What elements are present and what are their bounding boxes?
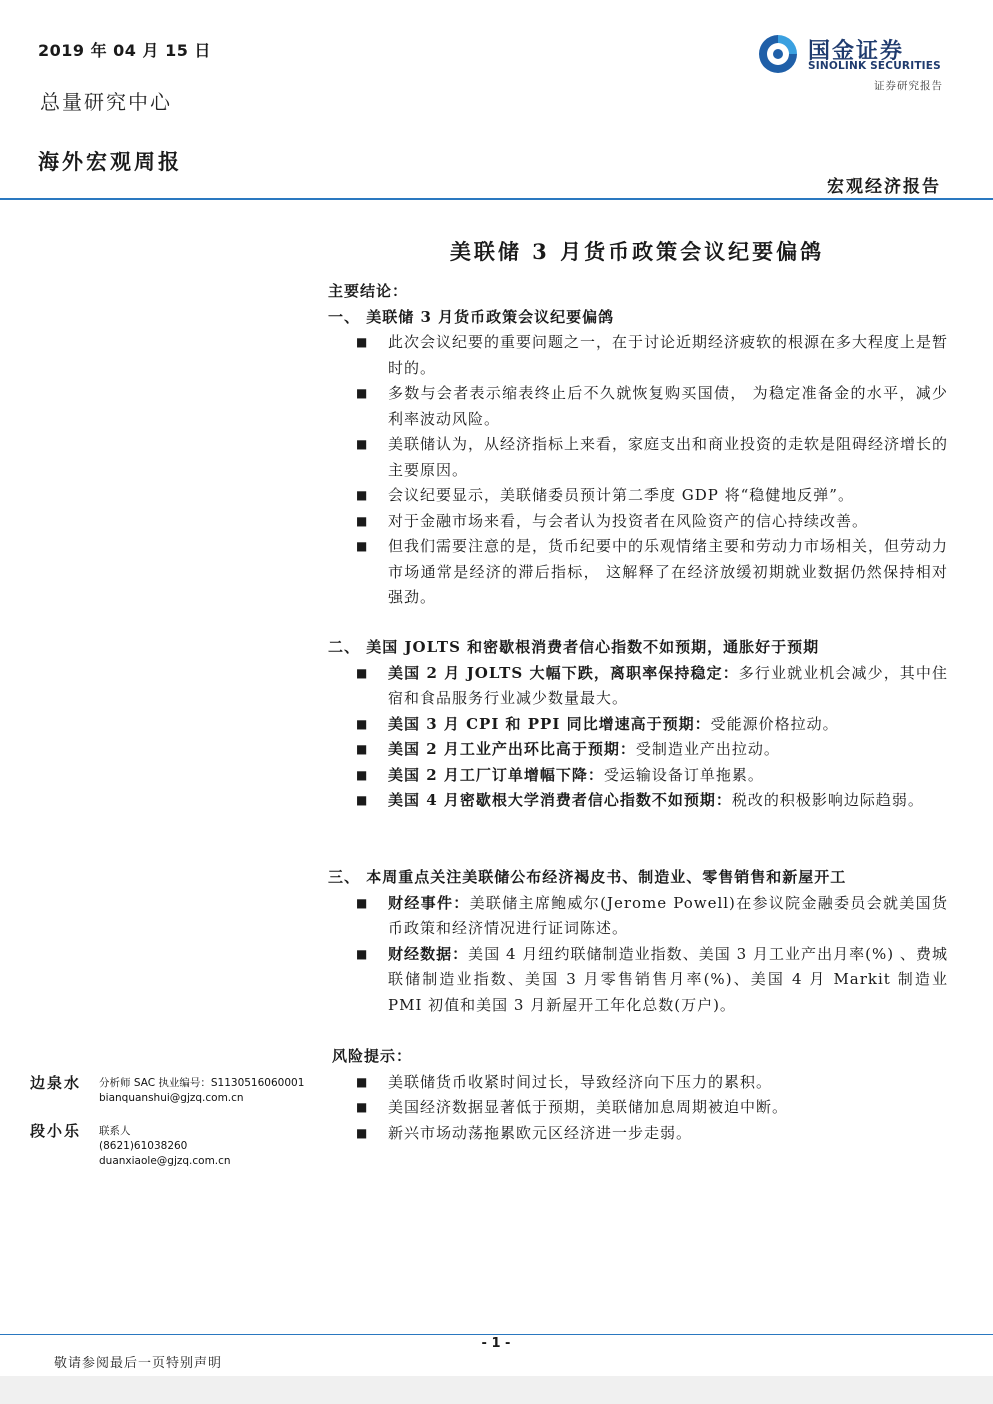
list-item: ■ 会议纪要显示，美联储委员预计第二季度 GDP 将“稳健地反弹”。 [328, 483, 948, 509]
header-divider [0, 198, 993, 200]
section-1-heading: 一、 美联储 3 月货币政策会议纪要偏鸽 [328, 307, 615, 326]
item-lead: 美国 2 月 JOLTS 大幅下跌，离职率保持稳定： [388, 663, 739, 682]
item-lead: 美国 2 月工业产出环比高于预期： [388, 740, 636, 758]
author-name: 段小乐 [30, 1122, 82, 1140]
logo-mark-icon [756, 32, 800, 76]
item-text: 税改的积极影响边际趋弱。 [731, 791, 924, 809]
item-text: 受制造业产出拉动。 [635, 740, 780, 758]
list-item: ■ 美联储货币收紧时间过长，导致经济向下压力的累积。 [328, 1070, 948, 1096]
author-email[interactable]: duanxiaole@gjzq.com.cn [99, 1155, 231, 1167]
item-text: 美联储主席鲍威尔(Jerome Powell)在参议院金融委员会就美国货币政策和经济情况进行证词陈述。 [388, 893, 948, 937]
author-role: 联系人 [99, 1125, 131, 1137]
list-item: ■ 新兴市场动荡拖累欧元区经济进一步走弱。 [328, 1121, 948, 1147]
author-name: 边泉水 [30, 1074, 82, 1092]
list-item [328, 661, 948, 712]
section-3 [328, 865, 948, 1018]
item-lead: 财经数据： [388, 944, 469, 963]
item-text: 美国 4 月纽约联储制造业指数、美国 3 月工业产出月率(%) 、费城联储制造业指数、美国 3 月零售销售月率(%)、美国 4 月 Markit 制造业 PMI 初值和美国 3 月新屋开工年化总数(万户)。 [388, 944, 948, 1014]
list-item [328, 788, 948, 814]
list-item [328, 942, 948, 1019]
list-item [328, 737, 948, 763]
section-2-heading: 二、 美国 JOLTS 和密歇根消费者信心指数不如预期，通胀好于预期 [328, 638, 820, 656]
risk-section [332, 1044, 948, 1146]
company-logo [756, 32, 946, 77]
summary-label: 主要结论： [328, 282, 409, 300]
report-type: 宏观经济报告 [827, 177, 941, 197]
list-item: ■ 多数与会者表示缩表终止后不久就恢复购买国债， 为稳定准备金的水平，减少利率波动风险。 [328, 381, 948, 432]
section-3-heading: 三、 本周重点关注美联储公布经济褐皮书、制造业、零售销售和新屋开工 [328, 868, 847, 886]
item-text: 多行业就业机会减少，其中住宿和食品服务行业减少数量最大。 [388, 663, 948, 707]
item-text: 受运输设备订单拖累。 [603, 765, 764, 784]
footer-divider [0, 1334, 993, 1335]
report-title: 美联储 3 月货币政策会议纪要偏鸽 [449, 239, 825, 264]
risk-list [328, 1070, 948, 1147]
list-item [328, 891, 948, 942]
report-series: 海外宏观周报 [38, 149, 182, 174]
section-2 [328, 635, 948, 814]
list-item: ■ 美联储认为，从经济指标上来看，家庭支出和商业投资的走软是阻碍经济增长的主要原因。 [328, 432, 948, 483]
author-phone: (8621)61038260 [99, 1140, 188, 1152]
footer-disclaimer: 敬请参阅最后一页特别声明 [54, 1356, 223, 1371]
report-date: 2019 年 04 月 15 日 [38, 41, 211, 60]
page-number: - 1 - [481, 1336, 511, 1351]
logo-chinese-name: 国金证券 [808, 39, 905, 64]
main-content [328, 279, 948, 611]
section-1-list [328, 330, 948, 611]
author-role: 分析师 SAC 执业编号：S1130516060001 [99, 1077, 305, 1089]
section-2-list [328, 661, 948, 814]
item-lead: 美国 4 月密歇根大学消费者信心指数不如预期： [388, 791, 732, 809]
list-item [328, 763, 948, 789]
logo-english-name: SINOLINK SECURITIES [808, 60, 941, 72]
item-lead: 美国 2 月工厂订单增幅下降： [388, 765, 604, 784]
author-email[interactable]: bianquanshui@gjzq.com.cn [99, 1092, 244, 1104]
item-lead: 美国 3 月 CPI 和 PPI 同比增速高于预期： [388, 714, 711, 733]
author-info [99, 1124, 231, 1169]
item-lead: 财经事件： [388, 893, 470, 912]
list-item: ■ 但我们需要注意的是，货币纪要中的乐观情绪主要和劳动力市场相关，但劳动力市场通常是经济的滞后指标， 这解释了在经济放缓初期就业数据仍然保持相对强劲。 [328, 534, 948, 611]
logo-subtitle: 证券研究报告 [874, 80, 943, 92]
list-item: ■ 此次会议纪要的重要问题之一，在于讨论近期经济疲软的根源在多大程度上是暂时的。 [328, 330, 948, 381]
item-text: 受能源价格拉动。 [710, 714, 839, 733]
section-3-list [328, 891, 948, 1019]
author-info [99, 1076, 304, 1106]
department-name: 总量研究中心 [40, 90, 172, 114]
page-bottom-band [0, 1376, 993, 1404]
list-item [328, 712, 948, 738]
risk-heading: 风险提示： [332, 1047, 413, 1065]
list-item: ■ 美国经济数据显著低于预期，美联储加息周期被迫中断。 [328, 1095, 948, 1121]
list-item: ■ 对于金融市场来看，与会者认为投资者在风险资产的信心持续改善。 [328, 509, 948, 535]
